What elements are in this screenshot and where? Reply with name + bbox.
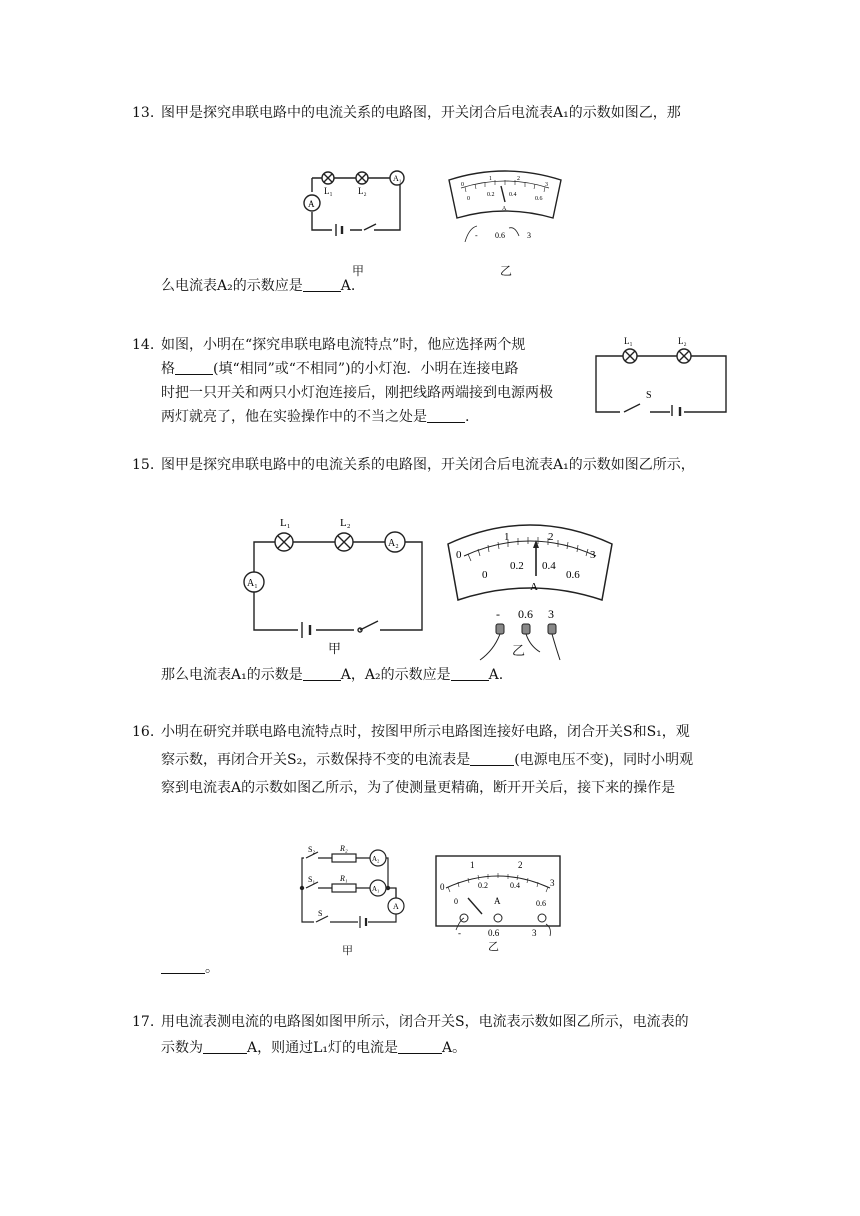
- scale-label: 0.2: [510, 560, 524, 572]
- figure-caption: 甲: [342, 944, 353, 957]
- scale-label: 0.6: [536, 899, 546, 908]
- scale-label: 0.4: [510, 881, 520, 890]
- circuit-diagram-13: [300, 160, 440, 250]
- terminal-label: -: [475, 231, 478, 240]
- text-segment: (填“相同”或“不相同”)的小灯泡．小明在连接电路: [213, 361, 519, 377]
- text-line: [161, 1036, 466, 1060]
- answer-blank[interactable]: [175, 358, 213, 375]
- text-segment: 两灯就亮了，他在实验操作中的不当之处是: [161, 409, 427, 425]
- scale-label: 2: [518, 860, 523, 870]
- text-line: 如图，小明在“探究串联电路电流特点”时，他应选择两个规: [161, 337, 526, 353]
- unit-label: A: [502, 206, 507, 212]
- lamp-label: L₂: [358, 186, 367, 196]
- terminal-label: 3: [532, 928, 537, 938]
- figure-caption: 乙: [488, 940, 499, 953]
- text-line: 察到电流表A的示数如图乙所示，为了使测量更精确，断开开关后，接下来的操作是: [161, 780, 676, 796]
- text-segment: .: [465, 409, 470, 425]
- lamp-label: L₁: [324, 186, 333, 196]
- ammeter-label: A₁: [393, 174, 402, 183]
- scale-label: 0: [454, 897, 458, 906]
- figure-caption: 甲: [352, 264, 365, 278]
- text-line: [161, 956, 219, 980]
- text-line: [161, 663, 503, 687]
- answer-blank[interactable]: [427, 406, 465, 423]
- scale-label: 0: [456, 549, 462, 561]
- figure-caption: 甲: [328, 642, 342, 657]
- answer-blank[interactable]: [451, 664, 489, 681]
- scale-label: 0.2: [487, 192, 495, 198]
- figure-caption: 乙: [512, 644, 526, 659]
- resistor-label: R₁: [340, 874, 348, 883]
- scale-label: 0: [482, 569, 488, 581]
- circuit-diagram-14: [590, 334, 730, 416]
- resistor-label: R₂: [340, 844, 348, 853]
- ammeter-dial-15: [444, 512, 616, 662]
- scale-label: 2: [517, 176, 520, 182]
- scale-label: 0.6: [566, 569, 580, 581]
- text-segment: A，A₂的示数应是: [340, 667, 451, 683]
- answer-blank[interactable]: [203, 1037, 247, 1054]
- switch-label: S: [318, 909, 323, 918]
- terminal-label: 0.6: [495, 231, 505, 240]
- scale-label: 0.6: [535, 196, 543, 202]
- text-line: [161, 405, 469, 429]
- question-number: 14.: [132, 337, 155, 353]
- scale-label: 0: [467, 196, 470, 202]
- ammeter-label: A₂: [372, 855, 380, 863]
- circuit-diagram-15: [240, 512, 440, 652]
- text-line: 图甲是探究串联电路中的电流关系的电路图，开关闭合后电流表A₁的示数如图乙所示，: [161, 457, 695, 473]
- ammeter-label: A₂: [388, 538, 399, 549]
- ammeter-dial-13: [445, 166, 565, 242]
- circuit-diagram-16: [296, 840, 412, 936]
- text-segment: (电源电压不变)，同时小明观: [514, 752, 694, 768]
- text-segment: 察示数，再闭合开关S₂，示数保持不变的电流表是: [161, 752, 471, 768]
- text-line: 时把一只开关和两只小灯泡连接后，刚把线路两端接到电源两极: [161, 385, 553, 401]
- question-number: 13.: [132, 105, 155, 121]
- question-17: [132, 1010, 732, 1070]
- text-segment: 那么电流表A₁的示数是: [161, 667, 303, 683]
- text-line: [161, 357, 519, 381]
- text-line: 图甲是探究串联电路中的电流关系的电路图，开关闭合后电流表A₁的示数如图乙，那: [161, 105, 681, 121]
- question-16: [132, 720, 732, 980]
- text-segment: A。: [442, 1040, 467, 1056]
- terminal-label: -: [496, 607, 500, 621]
- question-number: 17.: [132, 1014, 155, 1030]
- text-segment: A.: [488, 667, 504, 683]
- terminal-label: 0.6: [488, 928, 500, 938]
- scale-label: 0.4: [509, 192, 517, 198]
- lamp-label: L₂: [678, 336, 687, 346]
- scale-label: 0.4: [542, 560, 556, 572]
- text-line: [161, 274, 355, 298]
- scale-label: 1: [470, 860, 475, 870]
- unit-label: A: [494, 896, 501, 906]
- answer-blank[interactable]: [398, 1037, 442, 1054]
- ammeter-label: A₁: [247, 578, 258, 589]
- lamp-label: L₁: [280, 517, 291, 529]
- question-number: 15.: [132, 457, 155, 473]
- ammeter-dial-16: [434, 854, 562, 940]
- ammeter-label: A: [308, 199, 315, 209]
- scale-label: 3: [590, 549, 596, 561]
- lamp-label: L₁: [624, 336, 633, 346]
- answer-blank[interactable]: [470, 749, 514, 766]
- switch-label: S₁: [308, 875, 316, 884]
- scale-label: 3: [545, 182, 548, 188]
- ammeter-label: A₁: [372, 885, 380, 893]
- terminal-label: -: [458, 928, 461, 938]
- switch-label: S: [646, 390, 652, 401]
- scale-label: 0: [440, 882, 445, 892]
- scale-label: 0: [461, 182, 464, 188]
- answer-blank[interactable]: [303, 275, 341, 292]
- question-number: 16.: [132, 724, 155, 740]
- answer-blank[interactable]: [303, 664, 341, 681]
- ammeter-label: A: [393, 902, 399, 911]
- scale-label: 1: [504, 531, 510, 543]
- scale-label: 1: [489, 176, 492, 182]
- lamp-label: L₂: [340, 517, 351, 529]
- terminal-label: 3: [527, 231, 531, 240]
- scale-label: 3: [550, 878, 555, 888]
- switch-label: S₂: [308, 845, 316, 854]
- text-segment: 么电流表A₂的示数应是: [161, 278, 303, 294]
- text-segment: 格: [161, 361, 175, 377]
- text-segment: A.: [340, 278, 356, 294]
- text-line: [161, 748, 693, 772]
- scale-label: 0.2: [478, 881, 488, 890]
- figure-caption: 乙: [500, 264, 513, 278]
- unit-label: A: [530, 581, 538, 593]
- terminal-label: 0.6: [518, 607, 533, 621]
- text-segment: 示数为: [161, 1040, 203, 1056]
- text-segment: A，则通过L₁灯的电流是: [247, 1040, 399, 1056]
- text-line: 小明在研究并联电路电流特点时，按图甲所示电路图连接好电路，闭合开关S和S₁，观: [161, 724, 690, 740]
- scale-label: 2: [548, 531, 554, 543]
- answer-blank[interactable]: [161, 957, 205, 974]
- text-line: 用电流表测电流的电路图如图甲所示，闭合开关S，电流表示数如图乙所示，电流表的: [161, 1014, 689, 1030]
- terminal-label: 3: [548, 607, 554, 621]
- text-segment: 。: [205, 960, 219, 976]
